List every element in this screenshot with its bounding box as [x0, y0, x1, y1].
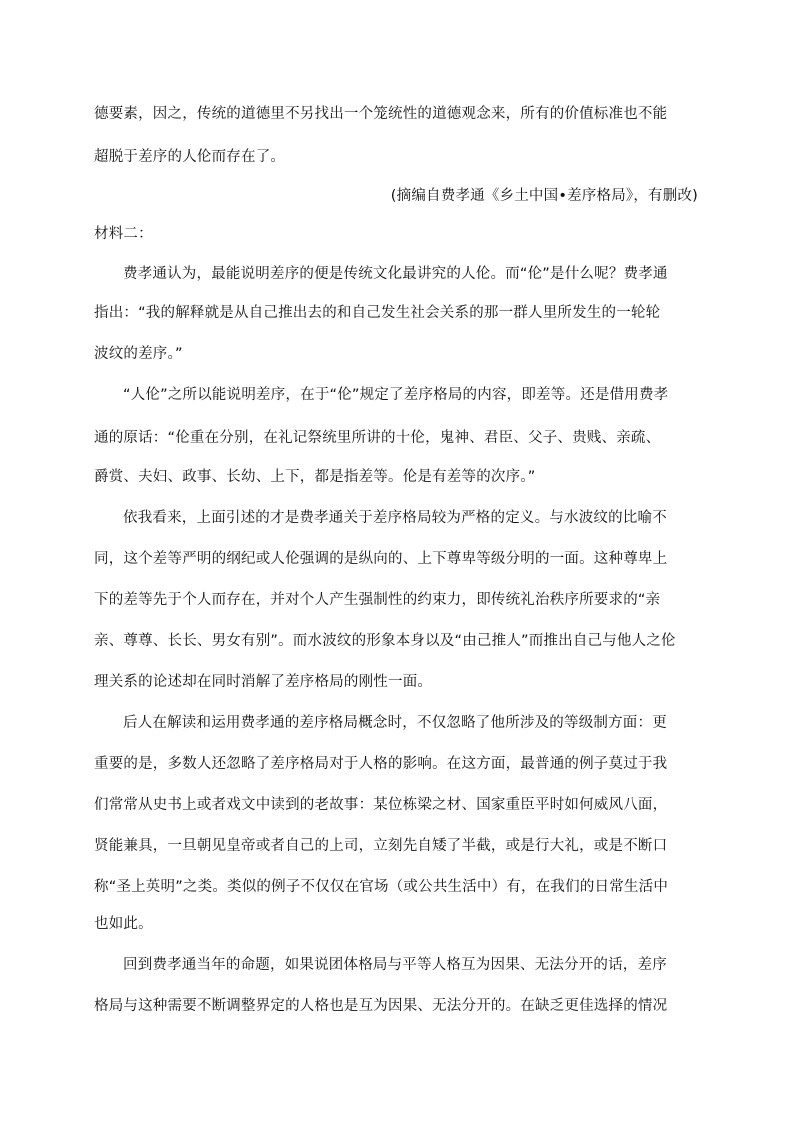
- text-line: 费孝通认为，最能说明差序的便是传统文化最讲究的人伦。而“伦”是什么呢？费孝通: [123, 266, 668, 282]
- text-line: 波纹的差序。”: [94, 346, 183, 362]
- text-line: 称“圣上英明”之类。类似的例子不仅仅在官场（或公共生活中）有，在我们的日常生活中: [94, 879, 669, 895]
- text-line: 理关系的论述却在同时消解了差序格局的刚性一面。: [94, 674, 433, 690]
- text-line: 德要素，因之，传统的道德里不另找出一个笼统性的道德观念来，所有的价值标准也不能: [94, 106, 668, 122]
- text-line: 依我看来，上面引述的才是费孝通关于差序格局较为严格的定义。与水波纹的比喻不: [123, 510, 667, 526]
- text-line: 们常常从史书上或者戏文中读到的老故事：某位栋梁之材、国家重臣平时如何威风八面，: [94, 797, 668, 813]
- text-line: 通的原话：“伦重在分别，在礼记祭统里所讲的十伦，鬼神、君臣、父子、贵贱、亲疏、: [94, 430, 661, 446]
- text-line: 也如此。: [94, 916, 153, 932]
- text-line: 下的差等先于个人而存在，并对个人产生强制性的约束力，即传统礼治秩序所要求的“亲: [94, 592, 661, 608]
- text-line: 重要的是，多数人还忽略了差序格局对于人格的影响。在这方面，最普通的例子莫过于我: [94, 756, 668, 772]
- text-line: 同，这个差等严明的纲纪或人伦强调的是纵向的、上下尊卑等级分明的一面。这种尊卑上: [94, 551, 668, 567]
- text-line: “人伦”之所以能说明差序，在于“伦”规定了差序格局的内容，即差等。还是借用费孝: [123, 387, 669, 403]
- text-line: 超脱于差序的人伦而存在了。: [94, 149, 286, 165]
- source-citation: (摘编自费孝通《乡土中国•差序格局》，有删改): [390, 188, 698, 204]
- text-line: 回到费孝通当年的命题，如果说团体格局与平等人格互为因果、无法分开的话，差序: [123, 957, 667, 973]
- text-line: 格局与这种需要不断调整界定的人格也是互为因果、无法分开的。在缺乏更佳选择的情况: [94, 998, 668, 1014]
- section-heading: 材料二：: [94, 226, 153, 242]
- text-line: 贤能兼具，一旦朝见皇帝或者自己的上司，立刻先自矮了半截，或是行大礼，或是不断口: [94, 838, 668, 854]
- text-line: 后人在解读和运用费孝通的差序格局概念时，不仅忽略了他所涉及的等级制方面：更: [123, 715, 667, 731]
- text-line: 爵赏、夫妇、政事、长幼、上下，都是指差等。伦是有差等的次序。”: [94, 469, 536, 485]
- text-line: 指出：“我的解释就是从自己推出去的和自己发生社会关系的那一群人里所发生的一轮轮: [94, 305, 661, 321]
- text-line: 亲、尊尊、长长、男女有别”。而水波纹的形象本身以及“由己推人”而推出自己与他人之伦: [94, 633, 676, 649]
